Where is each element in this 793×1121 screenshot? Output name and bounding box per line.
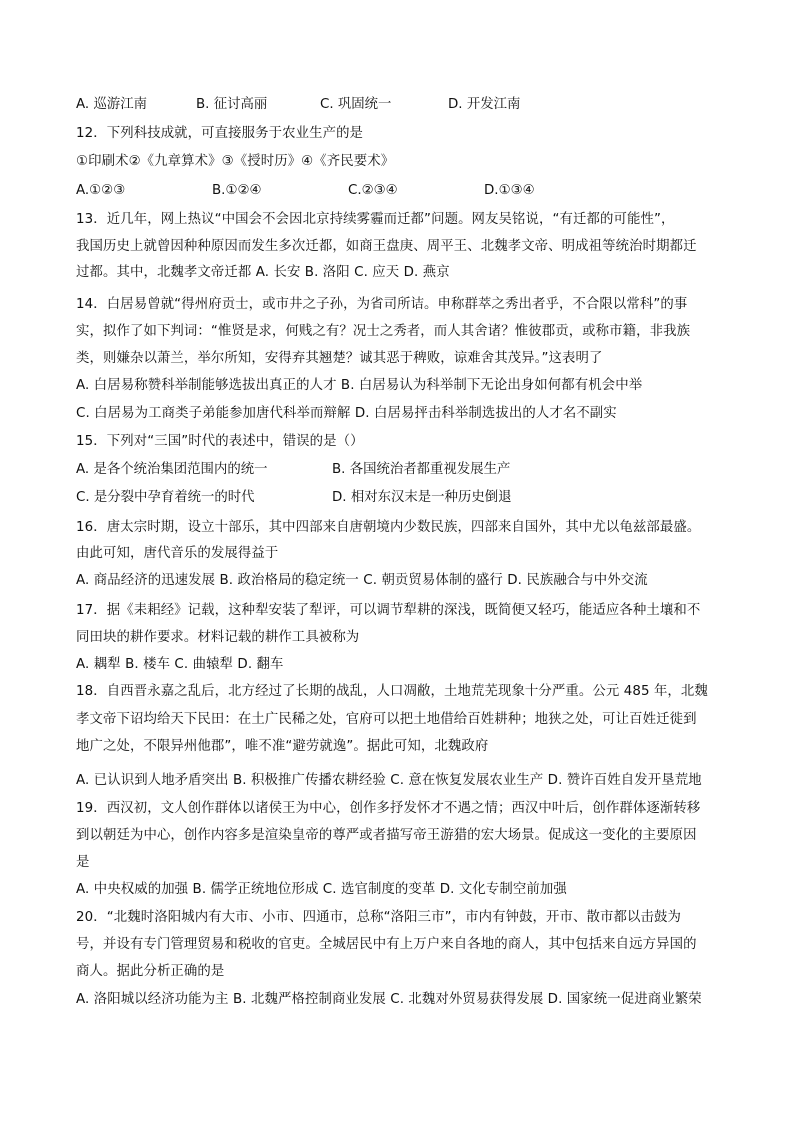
q16-line: 16．唐太宗时期，设立十部乐，其中四部来自唐朝境内少数民族，四部来自国外，其中尤以龟兹部最盛。 bbox=[76, 520, 701, 535]
q12-items: ①印刷术②《九章算术》③《授时历》④《齐民要术》 bbox=[76, 154, 395, 169]
q15-option-c: C. 是分裂中孕育着统一的时代 bbox=[76, 490, 255, 505]
q12-stem: 12．下列科技成就，可直接服务于农业生产的是 bbox=[76, 126, 364, 141]
q12-option-c: C.②③④ bbox=[348, 183, 398, 198]
q15-option-d: D. 相对东汉末是一种历史倒退 bbox=[332, 490, 512, 505]
q17-line: 同田块的耕作要求。材料记载的耕作工具被称为 bbox=[76, 630, 360, 645]
q14-options-ab: A. 白居易称赞科举制能够选拔出真正的人才 B. 白居易认为科举制下无论出身如何都有机会中举 bbox=[76, 378, 643, 393]
q17-options: A. 耦犁 B. 楼车 C. 曲辕犁 D. 翻车 bbox=[76, 657, 284, 672]
q11-option-b: B. 征讨高丽 bbox=[196, 97, 268, 112]
q15-stem: 15．下列对“三国”时代的表述中，错误的是（） bbox=[76, 434, 364, 449]
q19-line: 是 bbox=[76, 855, 90, 870]
q15-option-b: B. 各国统治者都重视发展生产 bbox=[332, 462, 511, 477]
q19-options: A. 中央权威的加强 B. 儒学正统地位形成 C. 选官制度的变革 D. 文化专制空前加强 bbox=[76, 882, 567, 897]
q13-line-options: 过都。其中，北魏孝文帝迁都 A. 长安 B. 洛阳 C. 应天 D. 燕京 bbox=[76, 265, 450, 280]
q12-option-b: B.①②④ bbox=[212, 183, 262, 198]
q12-option-a: A.①②③ bbox=[76, 183, 126, 198]
q14-line: 实，拟作了如下判词：“惟贤是求，何贱之有？况士之秀者，而人其舍诸？惟彼郡贡，或称市籍，非我族 bbox=[76, 324, 691, 339]
q11-option-d: D. 开发江南 bbox=[448, 97, 521, 112]
q13-line: 我国历史上就曾因种种原因而发生多次迁都，如商王盘庚、周平王、北魏孝文帝、明成祖等统治时期都迁 bbox=[76, 239, 697, 254]
q18-line: 孝文帝下诏均给天下民田：在土广民稀之处，官府可以把土地借给百姓耕种；地狭之处，可让百姓迁徙到 bbox=[76, 712, 697, 727]
q18-line: 18．自西晋永嘉之乱后，北方经过了长期的战乱，人口凋敝，土地荒芜现象十分严重。公元 485 年，北魏 bbox=[76, 684, 708, 699]
q20-line: 20．“北魏时洛阳城内有大市、小市、四通市，总称“洛阳三市”，市内有钟鼓，开市、散市都以击鼓为 bbox=[76, 910, 681, 925]
q14-line: 类，则嫌杂以萧兰，举尔所知，安得弃其翘楚？诚其恶于稗败，谅难舍其茂异。”这表明了 bbox=[76, 351, 603, 366]
q20-line: 商人。据此分析正确的是 bbox=[76, 964, 225, 979]
q16-line: 由此可知，唐代音乐的发展得益于 bbox=[76, 546, 279, 561]
q20-line: 号，并设有专门管理贸易和税收的官吏。全城居民中有上万户来自各地的商人，其中包括来自远方异国的 bbox=[76, 937, 697, 952]
q20-options: A. 洛阳城以经济功能为主 B. 北魏严格控制商业发展 C. 北魏对外贸易获得发展 D. 国家统一促进商业繁荣 bbox=[76, 992, 702, 1007]
q13-line: 13．近几年，网上热议“中国会不会因北京持续雾霾而迁都”问题。网友吴铭说，“有迁都的可能性”， bbox=[76, 212, 675, 227]
q19-line: 到以朝廷为中心，创作内容多是渲染皇帝的尊严或者描写帝王游猎的宏大场景。促成这一变化的主要原因 bbox=[76, 828, 697, 843]
q18-line: 地广之处，不限异州他郡”，唯不准“避劳就逸”。据此可知，北魏政府 bbox=[76, 739, 489, 754]
q14-options-cd: C. 白居易为工商类子弟能参加唐代科举而辩解 D. 白居易抨击科举制选拔出的人才名不副实 bbox=[76, 406, 617, 421]
q15-option-a: A. 是各个统治集团范围内的统一 bbox=[76, 462, 268, 477]
q17-line: 17．据《耒耜经》记载，这种犁安装了犁评，可以调节犁耕的深浅，既简便又轻巧，能适应各种土壤和不 bbox=[76, 603, 701, 618]
q11-option-c: C. 巩固统一 bbox=[320, 97, 392, 112]
q16-options: A. 商品经济的迅速发展 B. 政治格局的稳定统一 C. 朝贡贸易体制的盛行 D. 民族融合与中外交流 bbox=[76, 573, 648, 588]
q18-options: A. 已认识到人地矛盾突出 B. 积极推广传播农耕经验 C. 意在恢复发展农业生产 D. 赞许百姓自发开垦荒地 bbox=[76, 773, 702, 788]
q19-line: 19．西汉初，文人创作群体以诸侯王为中心，创作多抒发怀才不遇之情；西汉中叶后，创作群体逐渐转移 bbox=[76, 801, 701, 816]
q14-line: 14．白居易曾就“得州府贡士，或市井之子孙，为省司所诘。申称群萃之秀出者乎，不合限以常科”的事 bbox=[76, 297, 688, 312]
q11-option-a: A. 巡游江南 bbox=[76, 97, 147, 112]
q12-option-d: D.①③④ bbox=[484, 183, 535, 198]
